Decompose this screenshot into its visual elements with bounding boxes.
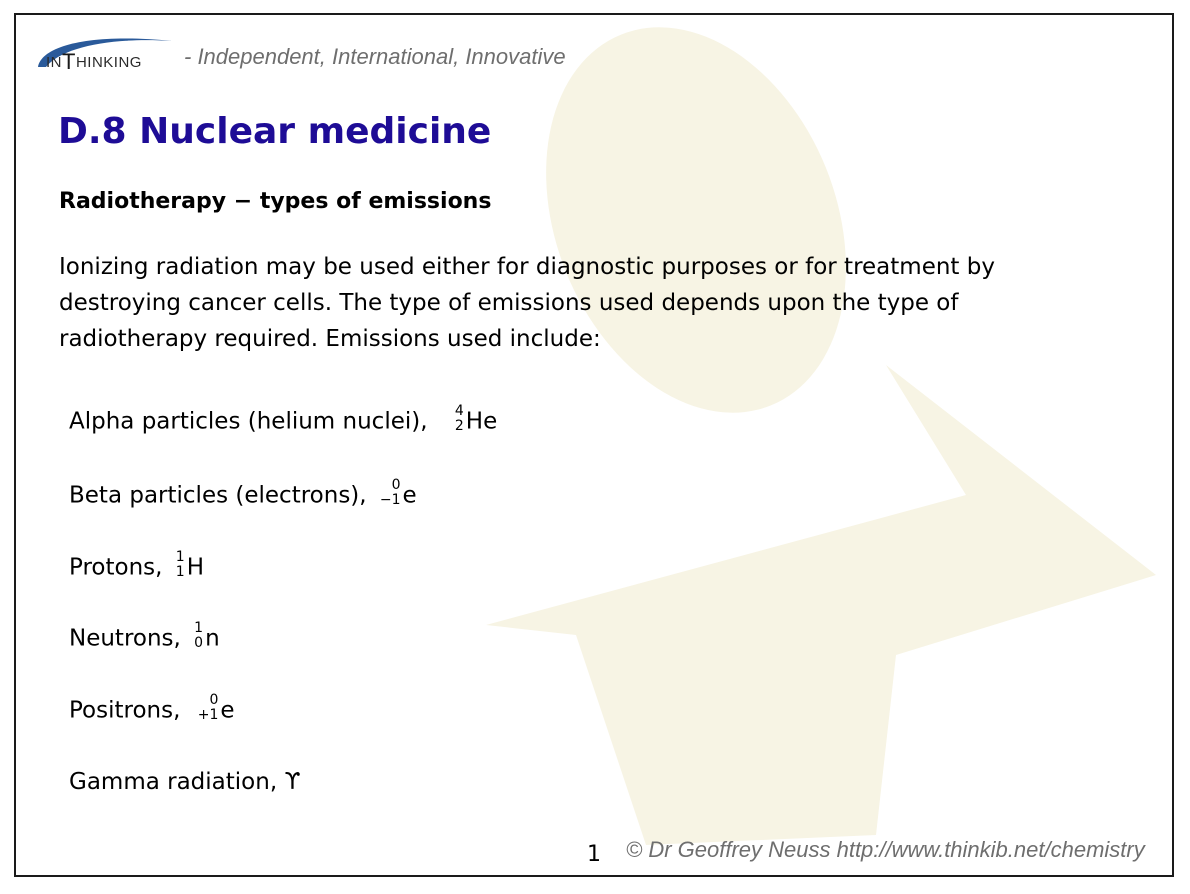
emission-label: Positrons, [69, 697, 181, 724]
nuclide-symbol: e [402, 482, 417, 509]
emission-item-gamma [69, 769, 301, 795]
mass-number: 0 [209, 692, 219, 708]
logo-suffix: HINKING [75, 54, 142, 71]
nuclide-numbers [380, 478, 401, 508]
nuclide-symbol: H [186, 554, 204, 581]
emission-label: Beta particles (electrons), [69, 482, 367, 509]
logo-t: T [62, 49, 76, 74]
nuclide-symbol: e [220, 697, 235, 724]
page-title: D.8 Nuclear medicine [58, 111, 492, 152]
nuclide-numbers [176, 550, 185, 580]
nuclide-numbers [198, 693, 219, 723]
emission-item-beta [69, 477, 417, 511]
atomic-number: 1 [175, 564, 185, 580]
nuclide-symbol: n [205, 625, 220, 652]
logo-wordmark [46, 47, 142, 73]
nuclide-numbers [194, 621, 203, 651]
mass-number: 1 [175, 549, 185, 565]
logo-prefix: IN [46, 54, 62, 71]
mass-number: 4 [454, 403, 464, 419]
tagline: - Independent, International, Innovative [184, 44, 566, 69]
emission-item-positron [69, 692, 235, 726]
atomic-number: 0 [194, 635, 204, 651]
page-number: 1 [587, 842, 601, 867]
gamma-symbol: ϒ [284, 769, 301, 795]
emission-label: Gamma radiation, [69, 769, 278, 795]
section-subtitle: Radiotherapy − types of emissions [59, 189, 492, 214]
emission-label: Alpha particles (helium nuclei), [69, 408, 428, 435]
mass-number: 1 [194, 620, 204, 636]
intro-paragraph: Ionizing radiation may be used either for diagnostic purposes or for treatment by destroying cancer cells. The type of emissions used depends upon the type of radiotherapy required. Emissions used include: [59, 254, 995, 352]
emission-label: Neutrons, [69, 625, 181, 652]
emission-item-alpha [69, 403, 498, 437]
emission-item-proton [69, 549, 204, 583]
nuclide-numbers [455, 404, 464, 434]
copyright-footer: © Dr Geoffrey Neuss http://www.thinkib.net/chemistry [626, 837, 1145, 862]
mass-number: 0 [391, 477, 401, 493]
atomic-number: 2 [454, 418, 464, 434]
emission-item-neutron [69, 620, 220, 654]
emission-label: Protons, [69, 554, 163, 581]
nuclide-symbol: He [465, 408, 498, 435]
atomic-number: +1 [197, 707, 219, 723]
atomic-number: −1 [379, 492, 401, 508]
slide [14, 13, 1174, 877]
